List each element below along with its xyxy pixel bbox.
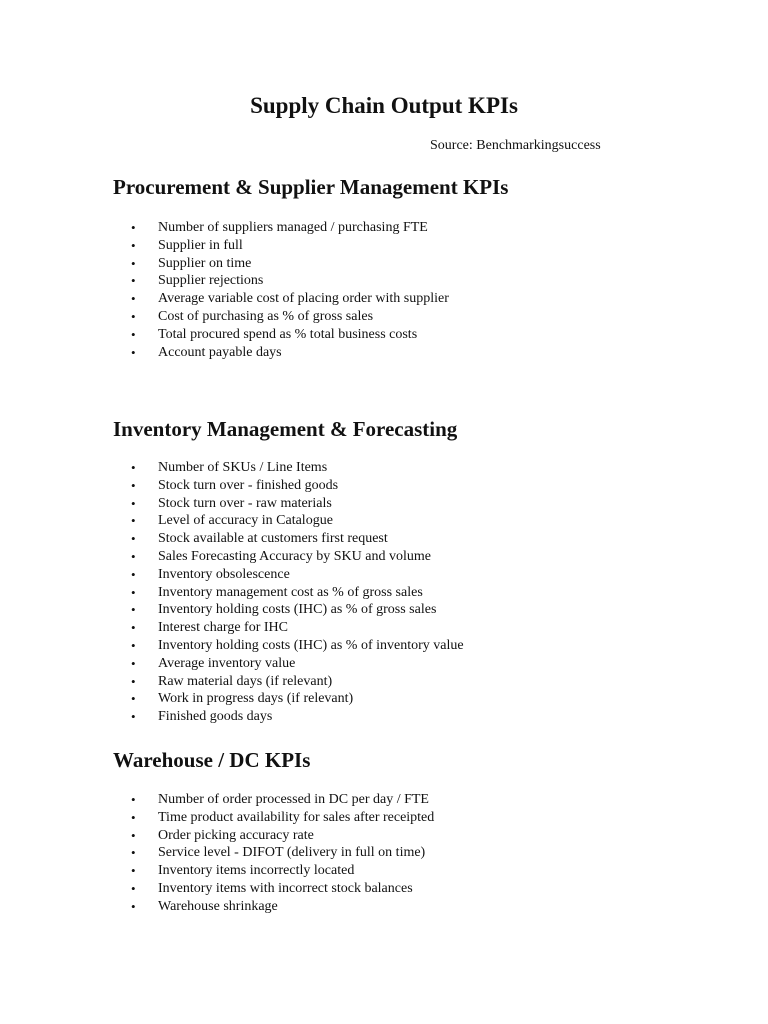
bullet-icon: • <box>131 460 136 475</box>
bullet-icon: • <box>131 655 136 671</box>
list-item-text: Account payable days <box>158 344 282 360</box>
list-item-text: Cost of purchasing as % of gross sales <box>158 308 374 324</box>
bullet-icon: • <box>131 880 136 896</box>
list-item-text: Stock available at customers first request <box>158 531 388 547</box>
page-title: Supply Chain Output KPIs <box>250 93 518 118</box>
list-item <box>0 272 449 290</box>
section-heading-procurement: Procurement & Supplier Management KPIs <box>113 175 509 199</box>
bullet-icon: • <box>131 531 136 547</box>
section-heading-inventory: Inventory Management & Forecasting <box>113 417 458 441</box>
list-item-text: Average inventory value <box>158 655 296 671</box>
list-item <box>0 566 464 584</box>
list-item-text: Supplier in full <box>158 237 243 253</box>
bullet-icon: • <box>131 620 136 636</box>
bullet-icon: • <box>131 584 136 600</box>
list-item-text: Work in progress days (if relevant) <box>158 691 354 707</box>
bullet-icon: • <box>131 792 136 807</box>
list-item-text: Inventory items with incorrect stock balances <box>158 880 413 896</box>
list-item <box>0 237 449 255</box>
list-item <box>0 844 434 862</box>
bullet-icon: • <box>131 237 136 253</box>
list-item <box>0 619 464 637</box>
bullet-icon: • <box>131 344 136 360</box>
list-item-text: Inventory items incorrectly located <box>158 863 355 879</box>
list-item <box>0 809 434 827</box>
bullet-icon: • <box>131 637 136 653</box>
list-item-text: Level of accuracy in Catalogue <box>158 513 333 529</box>
warehouse-kpi-list <box>0 791 434 916</box>
bullet-icon: • <box>131 691 136 707</box>
list-item <box>0 673 464 691</box>
list-item-text: Inventory obsolescence <box>158 566 290 582</box>
bullet-icon: • <box>131 827 136 843</box>
list-item <box>0 898 434 916</box>
list-item-text: Stock turn over - finished goods <box>158 477 339 493</box>
list-item-text: Inventory holding costs (IHC) as % of inventory value <box>158 637 464 653</box>
bullet-icon: • <box>131 863 136 879</box>
bullet-icon: • <box>131 495 136 511</box>
bullet-icon: • <box>131 548 136 564</box>
bullet-icon: • <box>131 709 136 725</box>
list-item-text: Finished goods days <box>158 709 273 725</box>
list-item <box>0 690 464 708</box>
list-item-text: Sales Forecasting Accuracy by SKU and volume <box>158 548 431 564</box>
source-note: Source: Benchmarkingsuccess <box>430 138 601 153</box>
section-heading-warehouse: Warehouse / DC KPIs <box>113 748 311 772</box>
list-item <box>0 637 464 655</box>
list-item <box>0 344 449 362</box>
list-item <box>0 219 449 237</box>
list-item <box>0 827 434 845</box>
bullet-icon: • <box>131 477 136 493</box>
inventory-kpi-list <box>0 459 464 726</box>
bullet-icon: • <box>131 513 136 529</box>
list-item <box>0 495 464 513</box>
list-item-text: Number of suppliers managed / purchasing FTE <box>158 220 428 235</box>
bullet-icon: • <box>131 673 136 689</box>
bullet-icon: • <box>131 291 136 307</box>
list-item-text: Inventory holding costs (IHC) as % of gross sales <box>158 602 437 618</box>
list-item <box>0 326 449 344</box>
list-item <box>0 548 464 566</box>
list-item <box>0 255 449 273</box>
bullet-icon: • <box>131 255 136 271</box>
list-item <box>0 601 464 619</box>
list-item <box>0 655 464 673</box>
procurement-kpi-list <box>0 219 449 361</box>
list-item-text: Average variable cost of placing order with supplier <box>158 291 449 307</box>
bullet-icon: • <box>131 602 136 618</box>
bullet-icon: • <box>131 273 136 289</box>
list-item <box>0 862 434 880</box>
bullet-icon: • <box>131 308 136 324</box>
list-item-text: Number of order processed in DC per day / FTE <box>158 792 429 807</box>
list-item-text: Stock turn over - raw materials <box>158 495 332 511</box>
list-item-text: Supplier on time <box>158 255 252 271</box>
list-item-text: Number of SKUs / Line Items <box>158 460 328 475</box>
bullet-icon: • <box>131 845 136 861</box>
bullet-icon: • <box>131 326 136 342</box>
list-item <box>0 459 464 477</box>
list-item <box>0 880 434 898</box>
list-item <box>0 708 464 726</box>
list-item-text: Supplier rejections <box>158 273 264 289</box>
bullet-icon: • <box>131 809 136 825</box>
bullet-icon: • <box>131 566 136 582</box>
list-item-text: Inventory management cost as % of gross sales <box>158 584 423 600</box>
list-item-text: Raw material days (if relevant) <box>158 673 333 689</box>
bullet-icon: • <box>131 220 136 235</box>
list-item <box>0 477 464 495</box>
list-item-text: Total procured spend as % total business costs <box>158 326 418 342</box>
list-item <box>0 512 464 530</box>
list-item-text: Interest charge for IHC <box>158 620 288 636</box>
bullet-icon: • <box>131 898 136 914</box>
list-item <box>0 290 449 308</box>
list-item-text: Service level - DIFOT (delivery in full on time) <box>158 845 426 861</box>
list-item-text: Order picking accuracy rate <box>158 827 314 843</box>
list-item <box>0 791 434 809</box>
list-item-text: Warehouse shrinkage <box>158 898 278 914</box>
list-item-text: Time product availability for sales after receipted <box>158 809 435 825</box>
list-item <box>0 308 449 326</box>
list-item <box>0 530 464 548</box>
list-item <box>0 584 464 602</box>
